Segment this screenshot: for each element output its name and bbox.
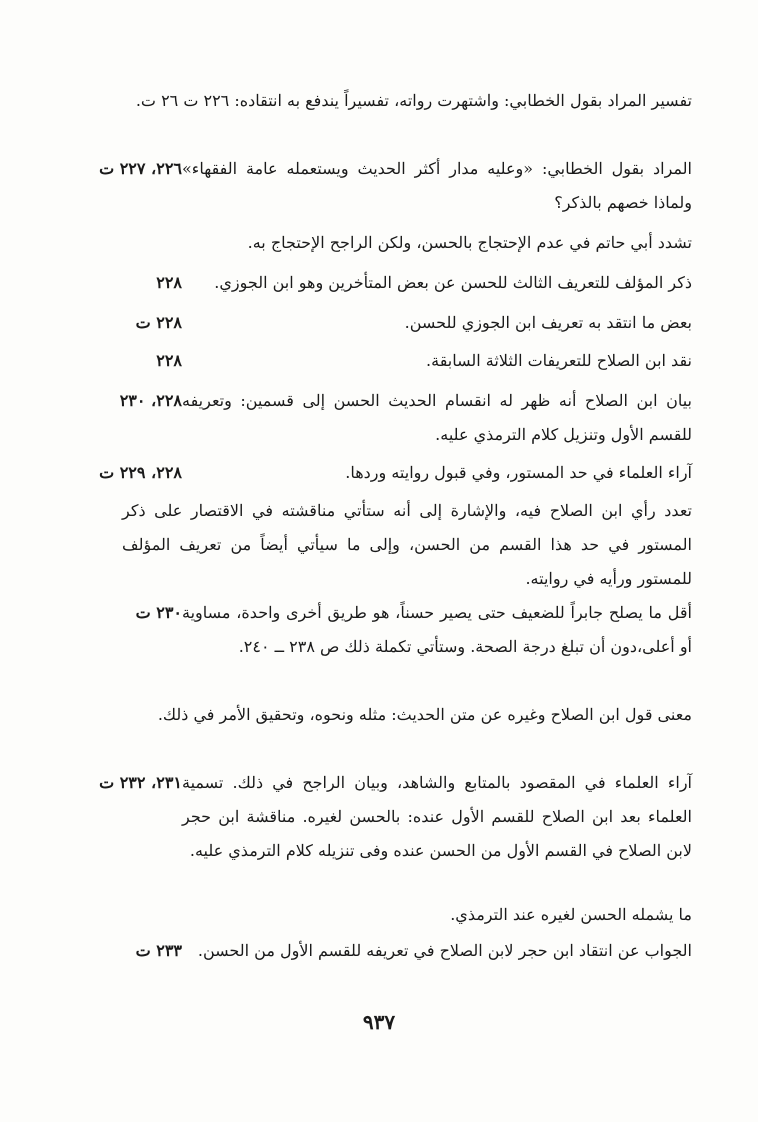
entry-pages: ٢٣٣ ت: [135, 941, 182, 960]
entry-pages: ٢٢٨، ٢٢٩ ت: [99, 463, 182, 482]
entry-pages: ٢٢٦، ٢٢٧ ت: [99, 159, 182, 178]
entry-text: آراء العلماء في المقصود بالمتابع والشاهد، وبيان الراجح في ذلك. تسمية العلماء بعد ابن الصلاح للقسم الأول عنده: بالحسن لغيره. مناقشة ابن حجر لابن الصلاح في القسم الأول من الحسن عنده وفى تنزيله كلام الترمذي عليه.: [182, 773, 692, 860]
entry-text: تشدد أبي حاتم في عدم الإحتجاج بالحسن، ولكن الراجح الإحتجاج به.: [247, 233, 692, 252]
page-number: ٩٣٧: [362, 1010, 396, 1034]
entry-text: بيان ابن الصلاح أنه ظهر له انقسام الحديث الحسن إلى قسمين: وتعريفه للقسم الأول وتنزيل كلام الترمذي عليه.: [182, 391, 692, 444]
entry-pages: ٢٢٨: [156, 351, 182, 370]
entry-text: آراء العلماء في حد المستور، وفي قبول روايته وردها.: [345, 463, 692, 482]
entry-text: الجواب عن انتقاد ابن حجر لابن الصلاح في تعريفه للقسم الأول من الحسن.: [197, 941, 692, 960]
entry-text: نقد ابن الصلاح للتعريفات الثلاثة السابقة.: [426, 351, 692, 370]
entry-text: بعض ما انتقد به تعريف ابن الجوزي للحسن.: [404, 313, 692, 332]
entry-pages: ٢٢٨ ت: [135, 313, 182, 332]
entry-pages: ٢٢٨، ٢٣٠: [119, 391, 182, 410]
entry-text: معنى قول ابن الصلاح وغيره عن متن الحديث: مثله ونحوه، وتحقيق الأمر في ذلك.: [157, 705, 692, 724]
entry-text: ذكر المؤلف للتعريف الثالث للحسن عن بعض المتأخرين وهو ابن الجوزي.: [214, 273, 692, 292]
entry-text: المراد بقول الخطابي: «وعليه مدار أكثر الحديث ويستعمله عامة الفقهاء» ولماذا خصهم بالذكر؟: [182, 159, 692, 212]
entry-text: أقل ما يصلح جابراً للضعيف حتى يصير حسناً، هو طريق أخرى واحدة، مساوية أو أعلى،دون أن تبلغ درجة الصحة. وستأتي تكملة ذلك ص ٢٣٨ ــ ٢٤٠.: [182, 603, 692, 656]
entry-pages: ٢٣٠ ت: [135, 603, 182, 622]
entry-pages: ٢٣١، ٢٣٢ ت: [99, 773, 182, 792]
entry-text: تعدد رأي ابن الصلاح فيه، والإشارة إلى أنه ستأتي مناقشته في الاقتصار على ذكر المستور في حد هذا القسم من الحسن، وإلى ما سيأتي أيضاً من تعريف المؤلف للمستور ورأيه في روايته.: [122, 501, 692, 588]
entry-text: تفسير المراد بقول الخطابي: واشتهرت رواته، تفسيراً يندفع به انتقاده: ٢٢٦ ت ٢٦ ت.: [135, 91, 692, 110]
entry-text: ما يشمله الحسن لغيره عند الترمذي.: [450, 905, 692, 924]
entry-pages: ٢٢٨: [156, 273, 182, 292]
